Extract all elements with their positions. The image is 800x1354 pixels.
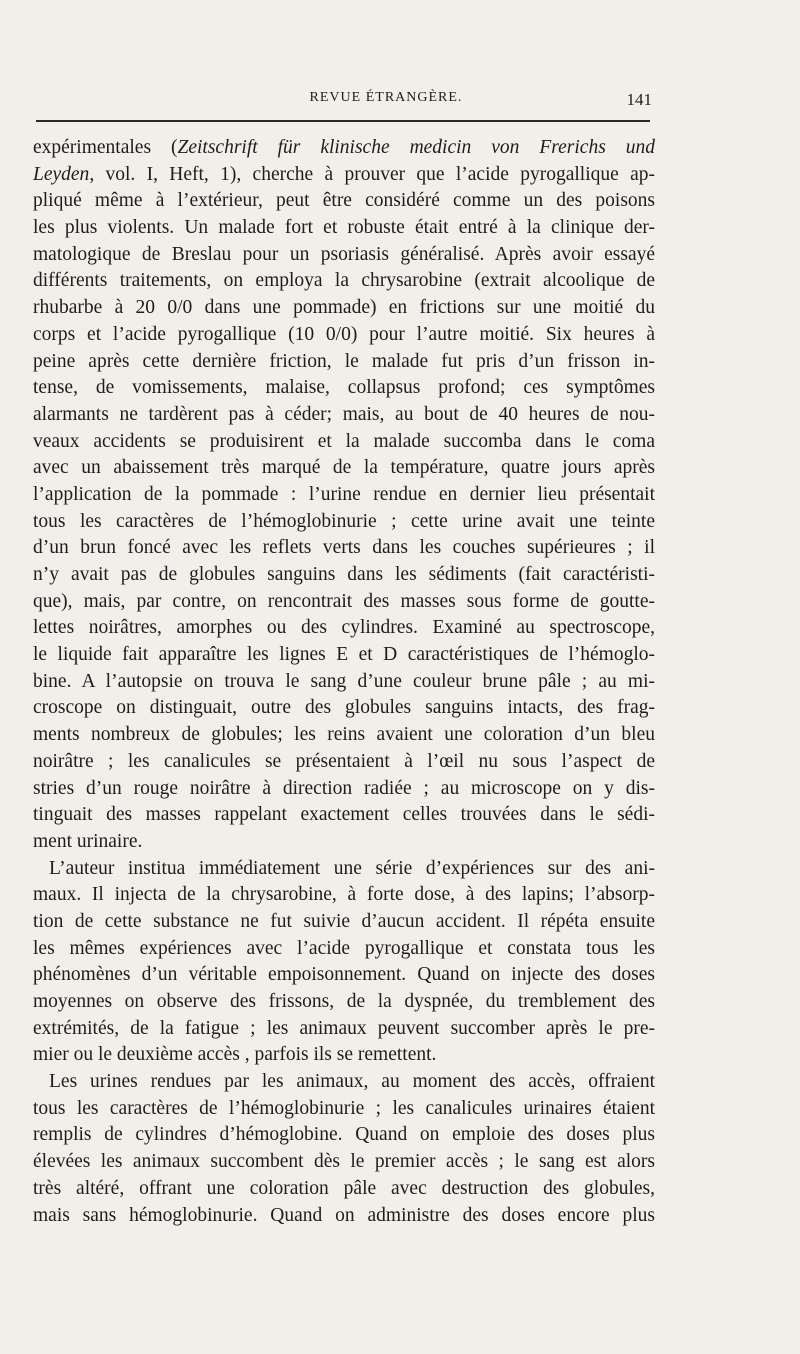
text-line: Les urines rendues par les animaux, au moment des accès, offraient	[49, 1071, 655, 1093]
text-line: mier ou le deuxième accès , parfois ils se remettent.	[33, 1044, 437, 1066]
running-title: REVUE ÉTRANGÈRE.	[309, 90, 463, 105]
text-line: alarmants ne tardèrent pas à céder; mais, au bout de 40 heures de nou-	[33, 403, 655, 425]
text-line: croscope on distinguait, outre des globules sanguins intacts, des frag-	[33, 697, 655, 719]
text-line: rhubarbe à 20 0/0 dans une pommade) en frictions sur une moitié du	[33, 297, 655, 319]
text-line: n’y avait pas de globules sanguins dans les sédiments (fait caractéristi-	[33, 564, 655, 585]
body-text	[33, 135, 655, 1229]
text-line: le liquide fait apparaître les lignes E et D caractéristiques de l’hémoglo-	[33, 644, 655, 666]
text-line: veaux accidents se produisirent et la malade succomba dans le coma	[33, 430, 655, 452]
header-rule	[36, 120, 650, 122]
text-line: tion de cette substance ne fut suivie d’aucun accident. Il répéta ensuite	[33, 910, 655, 932]
text-line: bine. A l’autopsie on trouva le sang d’une couleur brune pâle ; au mi-	[33, 670, 655, 692]
text-line: L’auteur institua immédiatement une série d’expériences sur des ani-	[49, 857, 655, 879]
text-line: l’application de la pommade : l’urine rendue en dernier lieu présentait	[33, 483, 655, 505]
running-head	[120, 90, 652, 114]
text-line: tinguait des masses rappelant exactement celles trouvées dans le sédi-	[33, 804, 655, 826]
text-line: tous les caractères de l’hémoglobinurie ; les canalicules urinaires étaient	[33, 1097, 655, 1119]
text-line: corps et l’acide pyrogallique (10 0/0) pour l’autre moitié. Six heures à	[33, 323, 655, 345]
text-line: moyennes on observe des frissons, de la dyspnée, du tremblement des	[33, 991, 655, 1012]
italic-citation: Leyden	[33, 163, 90, 185]
text-line: pliqué même à l’extérieur, peut être considéré comme un des poisons	[33, 190, 655, 212]
text-line: ment urinaire.	[33, 830, 143, 852]
text-line: que), mais, par contre, on rencontrait des masses sous forme de goutte-	[33, 590, 655, 612]
text-line: tense, de vomissements, malaise, collapsus profond; ces symptômes	[33, 377, 655, 399]
text-line: peine après cette dernière friction, le malade fut pris d’un frisson in-	[33, 350, 655, 372]
italic-citation: Zeitschrift für klinische medicin von Frerichs und	[177, 137, 655, 158]
text-line: mais sans hémoglobinurie. Quand on administre des doses encore plus	[33, 1204, 655, 1226]
text-line: extrémités, de la fatigue ; les animaux peuvent succomber après le pre-	[33, 1017, 655, 1039]
text-line: très altéré, offrant une coloration pâle avec destruction des globules,	[33, 1177, 655, 1199]
text-line: remplis de cylindres d’hémoglobine. Quand on emploie des doses plus	[33, 1124, 655, 1146]
text-line: maux. Il injecta de la chrysarobine, à forte dose, à des lapins; l’absorp-	[33, 884, 655, 906]
text-line: stries d’un rouge noirâtre à direction radiée ; au microscope on y dis-	[33, 777, 655, 799]
text-line: noirâtre ; les canalicules se présentaient à l’œil nu sous l’aspect de	[33, 750, 655, 772]
text-segment: , vol. I, Heft, 1), cherche à prouver que l’acide pyrogallique ap-	[89, 163, 655, 185]
text-line: différents traitements, on employa la chrysarobine (extrait alcoolique de	[33, 270, 655, 292]
text-line: élevées les animaux succombent dès le premier accès ; le sang est alors	[33, 1151, 655, 1173]
text-line: lettes noirâtres, amorphes ou des cylindres. Examiné au spectroscope,	[33, 617, 655, 639]
text-line: tous les caractères de l’hémoglobinurie ; cette urine avait une teinte	[33, 510, 655, 532]
text-line: avec un abaissement très marqué de la température, quatre jours après	[33, 457, 655, 479]
text-line: ments nombreux de globules; les reins avaient une coloration d’un bleu	[33, 724, 655, 746]
text-line: d’un brun foncé avec les reflets verts dans les couches supérieures ; il	[33, 537, 655, 559]
text-line: les plus violents. Un malade fort et robuste était entré à la clinique der-	[33, 217, 655, 239]
text-line: matologique de Breslau pour un psoriasis généralisé. Après avoir essayé	[33, 243, 655, 265]
text-segment: expérimentales (	[33, 137, 178, 158]
page-number: 141	[626, 90, 652, 109]
text-line	[33, 162, 655, 189]
text-line	[33, 135, 655, 162]
text-line: les mêmes expériences avec l’acide pyrogallique et constata tous les	[33, 937, 655, 959]
text-line: phénomènes d’un véritable empoisonnement. Quand on injecte des doses	[33, 964, 655, 986]
